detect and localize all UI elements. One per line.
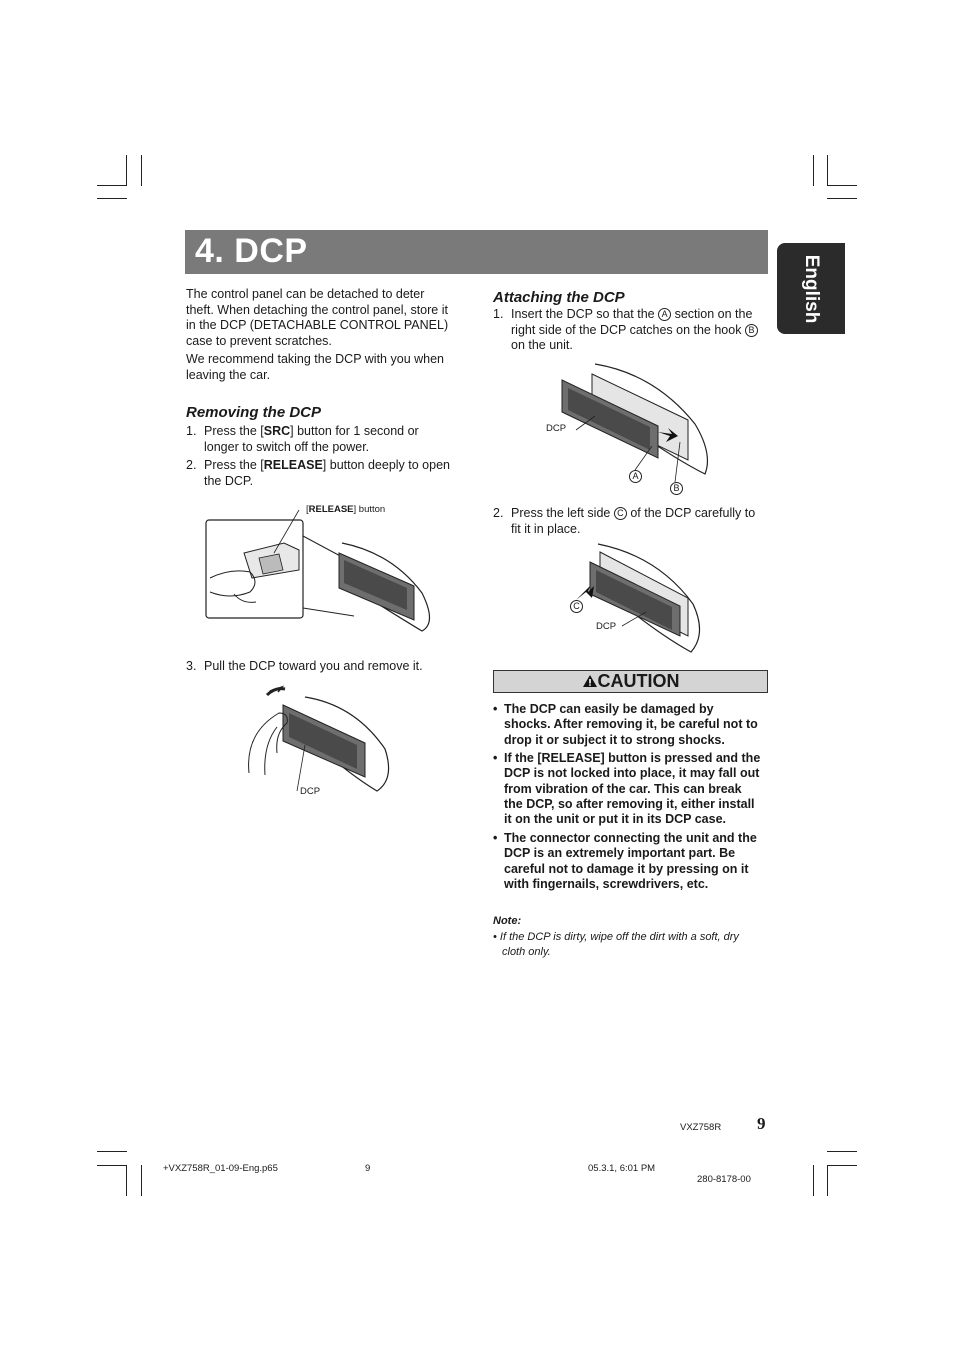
crop-mark — [97, 1151, 127, 1152]
crop-mark — [827, 1165, 857, 1166]
removing-step-1-line-1: Press the [SRC] button for 1 second or — [204, 424, 419, 438]
attaching-heading: Attaching the DCP — [493, 289, 625, 306]
footer-file-page: 9 — [365, 1163, 371, 1174]
note-body: • If the DCP is dirty, wipe off the dirt with a soft, dry cloth only. — [493, 931, 739, 958]
crop-mark — [141, 155, 142, 186]
crop-mark — [97, 198, 127, 199]
footer-file-name: +VXZ758R_01-09-Eng.p65 — [163, 1163, 278, 1174]
crop-mark — [827, 185, 857, 186]
release-button-illustration — [204, 498, 444, 638]
crop-mark — [126, 155, 127, 186]
caution-title: CAUTION — [597, 671, 680, 691]
press-mark-c: C — [570, 600, 583, 613]
remove-dcp-label: DCP — [300, 786, 321, 797]
crop-mark — [97, 1165, 127, 1166]
language-tab — [777, 243, 845, 334]
press-dcp-label: DCP — [596, 621, 617, 632]
language-tab-label: English — [801, 254, 822, 323]
crop-mark — [827, 1165, 828, 1196]
crop-mark — [141, 1165, 142, 1196]
attach-dcp-label: DCP — [546, 423, 567, 434]
removing-heading: Removing the DCP — [186, 404, 322, 421]
intro-paragraph-2: We recommend taking the DCP with you when leaving the car. — [186, 352, 444, 382]
crop-mark — [126, 1165, 127, 1196]
intro-paragraph-1: The control panel can be detached to deter theft. When detaching the control panel, store it in the DCP (DETACHABLE CONTROL PANEL) case to prevent scratches. — [186, 287, 449, 348]
page-number: 9 — [757, 1114, 766, 1133]
mark-b-icon: B — [745, 324, 758, 337]
page-title: 4. DCP — [195, 232, 308, 270]
crop-mark — [827, 1151, 857, 1152]
release-button-callout: [RELEASE] button — [306, 504, 386, 515]
mark-a-icon: A — [658, 308, 671, 321]
removing-step-2-line-1: Press the [RELEASE] button deeply to open — [204, 458, 450, 472]
press-dcp-illustration — [570, 540, 720, 660]
note-heading: Note: — [493, 915, 522, 927]
warning-icon — [582, 674, 598, 688]
crop-mark — [827, 155, 828, 186]
crop-mark — [97, 185, 127, 186]
caution-banner — [493, 670, 768, 693]
footer-date: 05.3.1, 6:01 PM — [588, 1163, 656, 1174]
attach-mark-b: B — [670, 482, 683, 495]
section-title-bar — [185, 230, 768, 274]
mark-c-icon: C — [614, 507, 627, 520]
crop-mark — [813, 155, 814, 186]
footer-part-number: 280-8178-00 — [697, 1174, 751, 1185]
crop-mark — [827, 198, 857, 199]
crop-mark — [813, 1165, 814, 1196]
remove-dcp-illustration — [245, 683, 395, 798]
model-number: VXZ758R — [680, 1122, 722, 1133]
attach-mark-a: A — [629, 470, 642, 483]
